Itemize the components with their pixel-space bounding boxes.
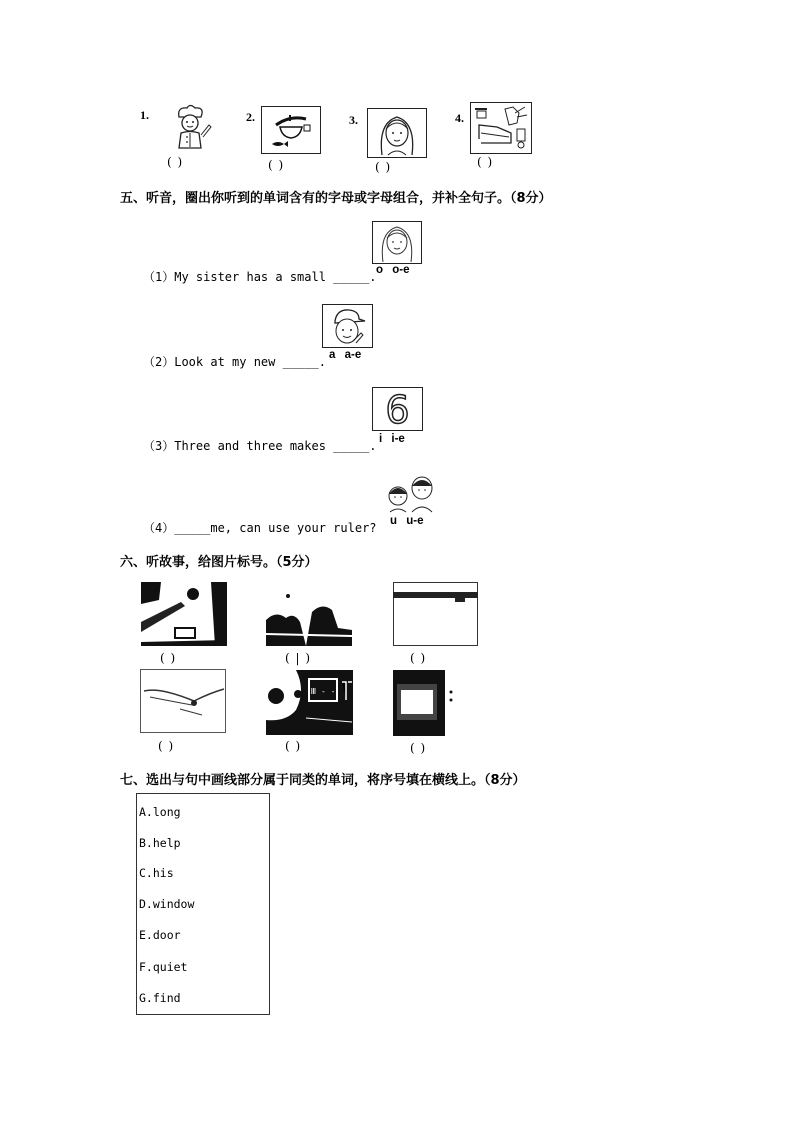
word-option-b: B.help [139, 836, 181, 850]
six-glyph: 6 [385, 388, 410, 430]
item-number: 2. [246, 110, 255, 124]
story-paren-4: ( ) [158, 739, 175, 753]
item-number: 3. [349, 113, 358, 127]
story-paren-1: ( ) [160, 651, 177, 665]
word-option-e: E.door [139, 928, 181, 942]
story-picture-4 [140, 669, 226, 733]
sentence-3: （3）Three and three makes _____. [143, 439, 377, 453]
word-option-g: G.find [139, 991, 181, 1005]
girl-face-icon [372, 221, 422, 264]
answer-paren: ( ) [375, 160, 392, 174]
section-7-heading: 七、选出与句中画线部分属于同类的单词，将序号填在横线上。（8分） [120, 773, 526, 788]
sentence-4: （4）_____me, can use your ruler? [143, 521, 377, 535]
answer-paren: ( ) [167, 155, 184, 169]
sentence-1: （1）My sister has a small _____. [143, 270, 377, 284]
word-option-f: F.quiet [139, 960, 188, 974]
letter-options-3: i i-e [379, 433, 405, 445]
story-paren-5: ( ) [285, 739, 302, 753]
two-children-icon [384, 472, 437, 514]
word-option-a: A.long [139, 805, 181, 819]
story-picture-6 [393, 670, 479, 736]
letter-options-1: o o-e [376, 264, 410, 276]
sentence-2: （2）Look at my new _____. [143, 355, 326, 369]
word-option-c: C.his [139, 866, 174, 880]
letter-options-4: u u-e [390, 515, 424, 527]
scene-board-text: Ⅲ - - [310, 687, 336, 696]
noodle-bowl-icon [261, 106, 321, 154]
story-picture-1 [141, 582, 227, 646]
boy-cap-icon [322, 304, 373, 348]
story-paren-3: ( ) [410, 651, 427, 665]
section-5-heading: 五、听音，圈出你听到的单词含有的字母或字母组合，并补全句子。（8分） [120, 191, 552, 206]
answer-paren: ( ) [477, 155, 494, 169]
number-six-icon [372, 387, 423, 431]
story-paren-6: ( ) [410, 741, 427, 755]
story-paren-2: ( | ) [285, 651, 312, 665]
story-picture-2 [266, 582, 352, 646]
answer-paren: ( ) [268, 158, 285, 172]
story-picture-5 [266, 670, 353, 735]
bedroom-icon [470, 102, 532, 154]
girl-face-icon [367, 108, 427, 158]
word-option-d: D.window [139, 897, 195, 911]
item-number: 1. [140, 108, 149, 122]
chef-icon [165, 103, 215, 150]
item-number: 4. [455, 111, 464, 125]
section-6-heading: 六、听故事，给图片标号。（5分） [120, 555, 318, 570]
letter-options-2: a a-e [329, 349, 362, 361]
story-picture-3 [393, 582, 478, 646]
